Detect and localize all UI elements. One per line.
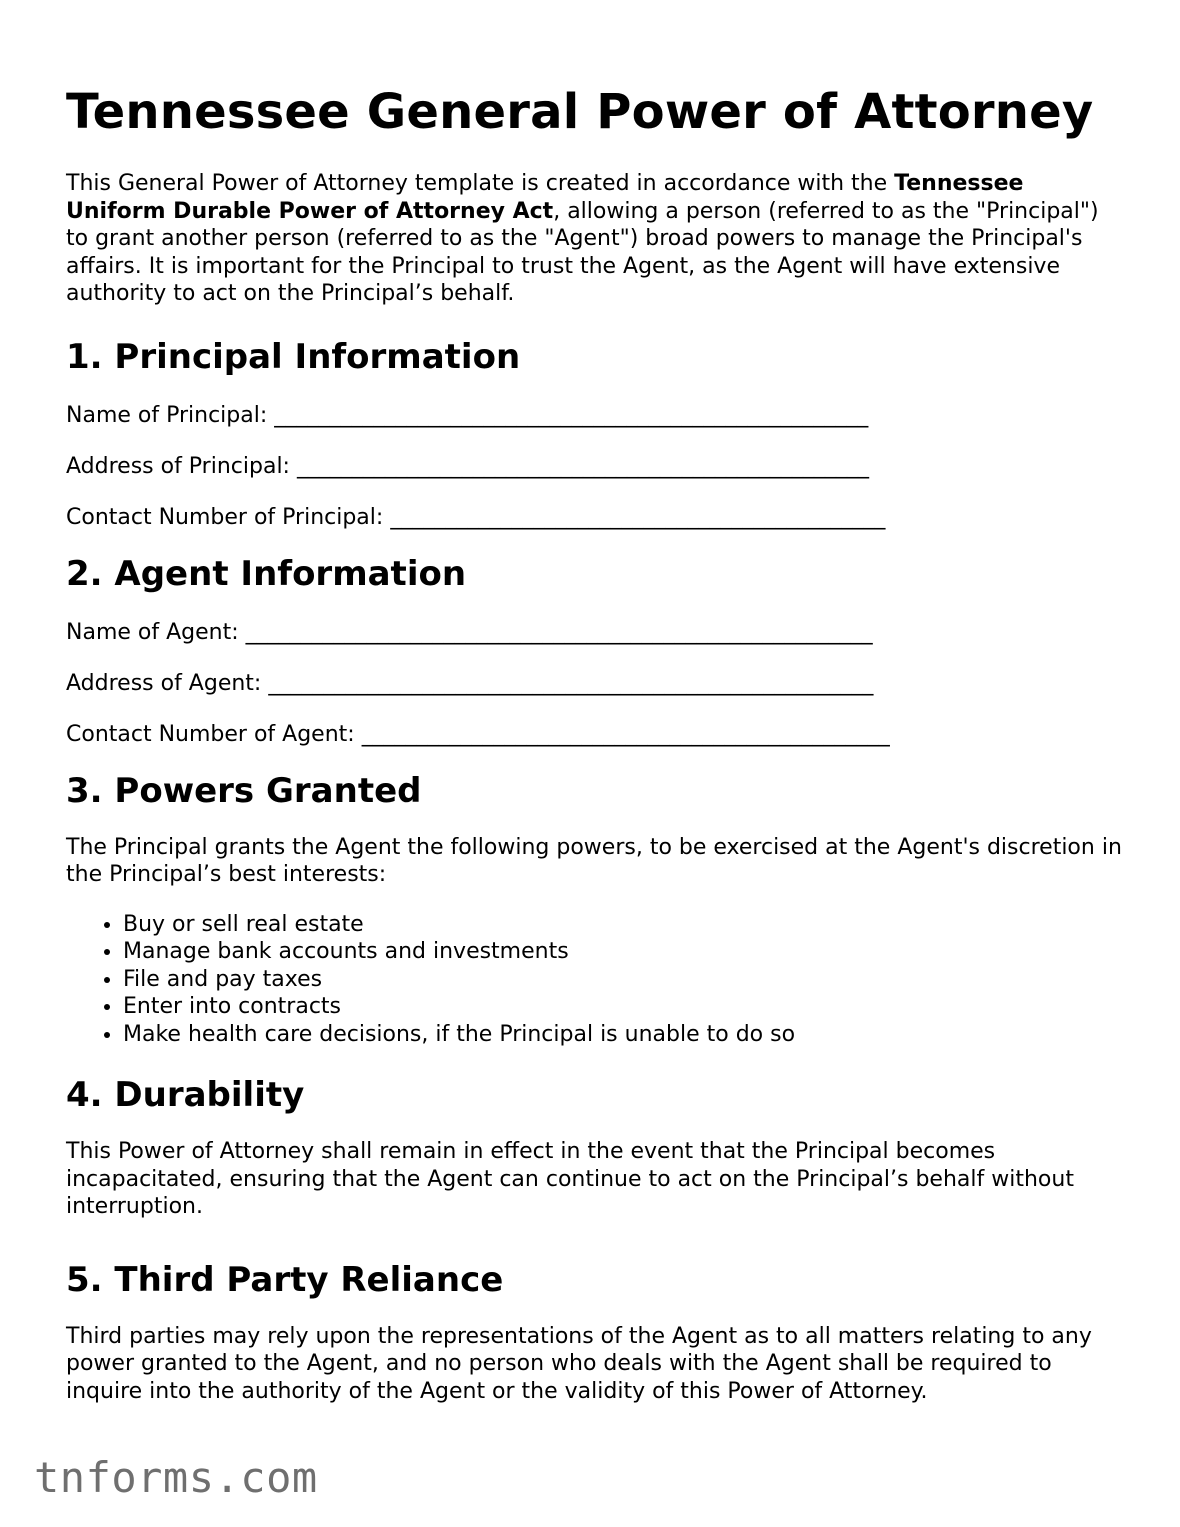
intro-text-2: , allowing a person (referred to as the "Principal") to grant another person (referred to as the "Agent") broad powers to manage the Principal's affairs. It is important for the Principal to trust the Agent, as the Agent will have extensive authority to act on the Principal’s behalf. xyxy=(66,198,1099,306)
document-page xyxy=(66,82,1126,1405)
agent-address-blank[interactable]: _______________________________________________________ xyxy=(268,670,874,696)
powers-section xyxy=(66,770,1126,1049)
principal-contact-label: Contact Number of Principal: xyxy=(66,504,391,530)
agent-name-field[interactable] xyxy=(66,619,1126,646)
powers-paragraph: The Principal grants the Agent the following powers, to be exercised at the Agent's discretion in the Principal’s best interests: xyxy=(66,834,1122,887)
powers-list xyxy=(66,911,1126,1049)
principal-contact-blank[interactable]: _____________________________________________ xyxy=(390,504,886,530)
principal-address-label: Address of Principal: xyxy=(66,453,297,479)
reliance-heading: 5. Third Party Reliance xyxy=(66,1259,504,1300)
durability-heading: 4. Durability xyxy=(66,1075,305,1115)
principal-contact-field[interactable] xyxy=(66,504,1126,531)
list-item: • Enter into contracts xyxy=(123,993,1126,1021)
agent-name-blank[interactable]: _________________________________________________________ xyxy=(245,619,873,645)
principal-section xyxy=(66,336,1126,531)
list-item: • File and pay taxes xyxy=(123,966,1126,994)
list-item: • Make health care decisions, if the Principal is unable to do so xyxy=(123,1021,1126,1049)
reliance-paragraph: Third parties may rely upon the representations of the Agent as to all matters relating to any power granted to the Agent, and no person who deals with the Agent shall be required to inquire into the authority of the Agent or the validity of this Power of Attorney. xyxy=(66,1323,1092,1404)
list-item: • Manage bank accounts and investments xyxy=(123,938,1126,966)
agent-contact-blank[interactable]: ________________________________________________ xyxy=(361,721,890,747)
agent-heading: 2. Agent Information xyxy=(66,553,467,594)
list-item: • Buy or sell real estate xyxy=(123,911,1126,939)
agent-address-field[interactable] xyxy=(66,670,1126,697)
principal-address-blank[interactable]: ____________________________________________________ xyxy=(296,453,869,479)
intro-paragraph xyxy=(66,170,1126,308)
agent-address-label: Address of Agent: xyxy=(66,670,269,696)
intro-act-name: Tennessee Uniform Durable Power of Attorney Act xyxy=(66,171,1024,224)
agent-section xyxy=(66,553,1126,748)
principal-heading: 1. Principal Information xyxy=(66,336,521,377)
agent-contact-field[interactable] xyxy=(66,721,1126,748)
durability-paragraph: This Power of Attorney shall remain in effect in the event that the Principal becomes incapacitated, ensuring that the Agent can continue to act on the Principal’s behalf without interruption. xyxy=(66,1139,1074,1219)
durability-section xyxy=(66,1074,1126,1221)
intro-text-1: This General Power of Attorney template is created in accordance with the xyxy=(66,171,895,196)
agent-contact-label: Contact Number of Agent: xyxy=(66,721,362,747)
agent-name-label: Name of Agent: xyxy=(66,619,246,645)
powers-heading: 3. Powers Granted xyxy=(66,770,422,811)
document-title: Tennessee General Power of Attorney xyxy=(66,84,1094,140)
reliance-section xyxy=(66,1259,1126,1406)
site-watermark: tnforms.com xyxy=(34,1453,318,1502)
principal-name-label: Name of Principal: xyxy=(66,402,275,428)
principal-name-blank[interactable]: ______________________________________________________ xyxy=(274,402,869,428)
principal-address-field[interactable] xyxy=(66,453,1126,480)
principal-name-field[interactable] xyxy=(66,402,1126,429)
